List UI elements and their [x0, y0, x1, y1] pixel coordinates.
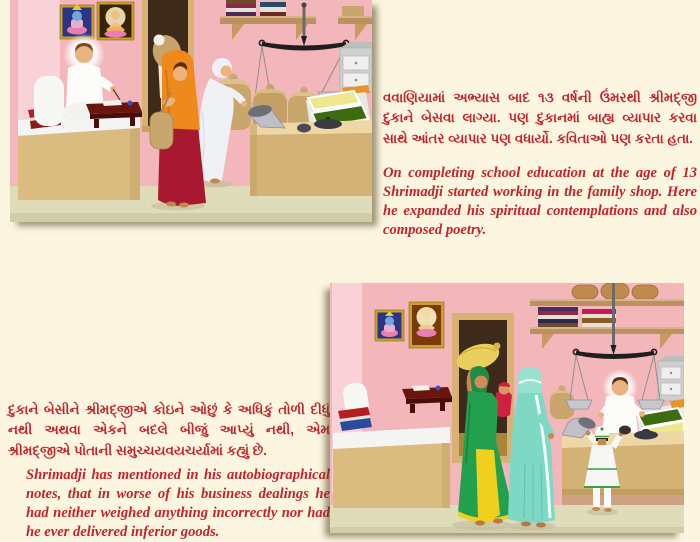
english-caption-bottom: Shrimadji has mentioned in his autobiographical notes, that in worse of his business dealings he had neither weighed anything incorrectly nor had he ever delivered inferior goods. — [26, 467, 330, 540]
books-stack — [338, 407, 372, 431]
tirthankar-picture — [409, 302, 444, 348]
english-caption-top: On completing school education at the age of 13 Shrimadji started working in the family shop. Here he expanded his spiritual contemplations and also composed poetry. — [383, 165, 697, 238]
illustration-shop-scene-top — [10, 0, 372, 222]
shop-counter — [562, 431, 684, 505]
cabinet — [658, 356, 684, 401]
gujarati-caption-bottom: દુકાને બેસીને શ્રીમદ્જીએ કોઇને ઓછું કે અધિકું તોળી દીધું નથી અથવા એકને બદલે બીજું આપ્યું નથી, એમ શ્રીમદ્જીએ પોતાની સમુચ્ચયવયચર્યામાં કહ્યું છે. — [8, 402, 330, 458]
tirthankar-picture — [97, 2, 134, 40]
shop-counter — [250, 120, 372, 196]
gujarati-caption-top: વવાણિયામાં અભ્યાસ બાદ ૧૩ વર્ષની ઉંમરથી શ્રીમદ્જી દુકાને બેસવા લાગ્યા. પણ દુકાનમાં બાહ્ય વ્યાપાર કરવા સાથે આંતર વ્યાપાર પણ વધાર્યો. કવિતાઓ પણ કરતા હતા. — [383, 90, 697, 146]
illustration-shop-scene-bottom — [330, 283, 684, 533]
platform-seat — [333, 427, 450, 508]
seat-backrest — [34, 76, 64, 126]
krishna-picture — [375, 310, 404, 341]
cabinet — [340, 42, 372, 92]
